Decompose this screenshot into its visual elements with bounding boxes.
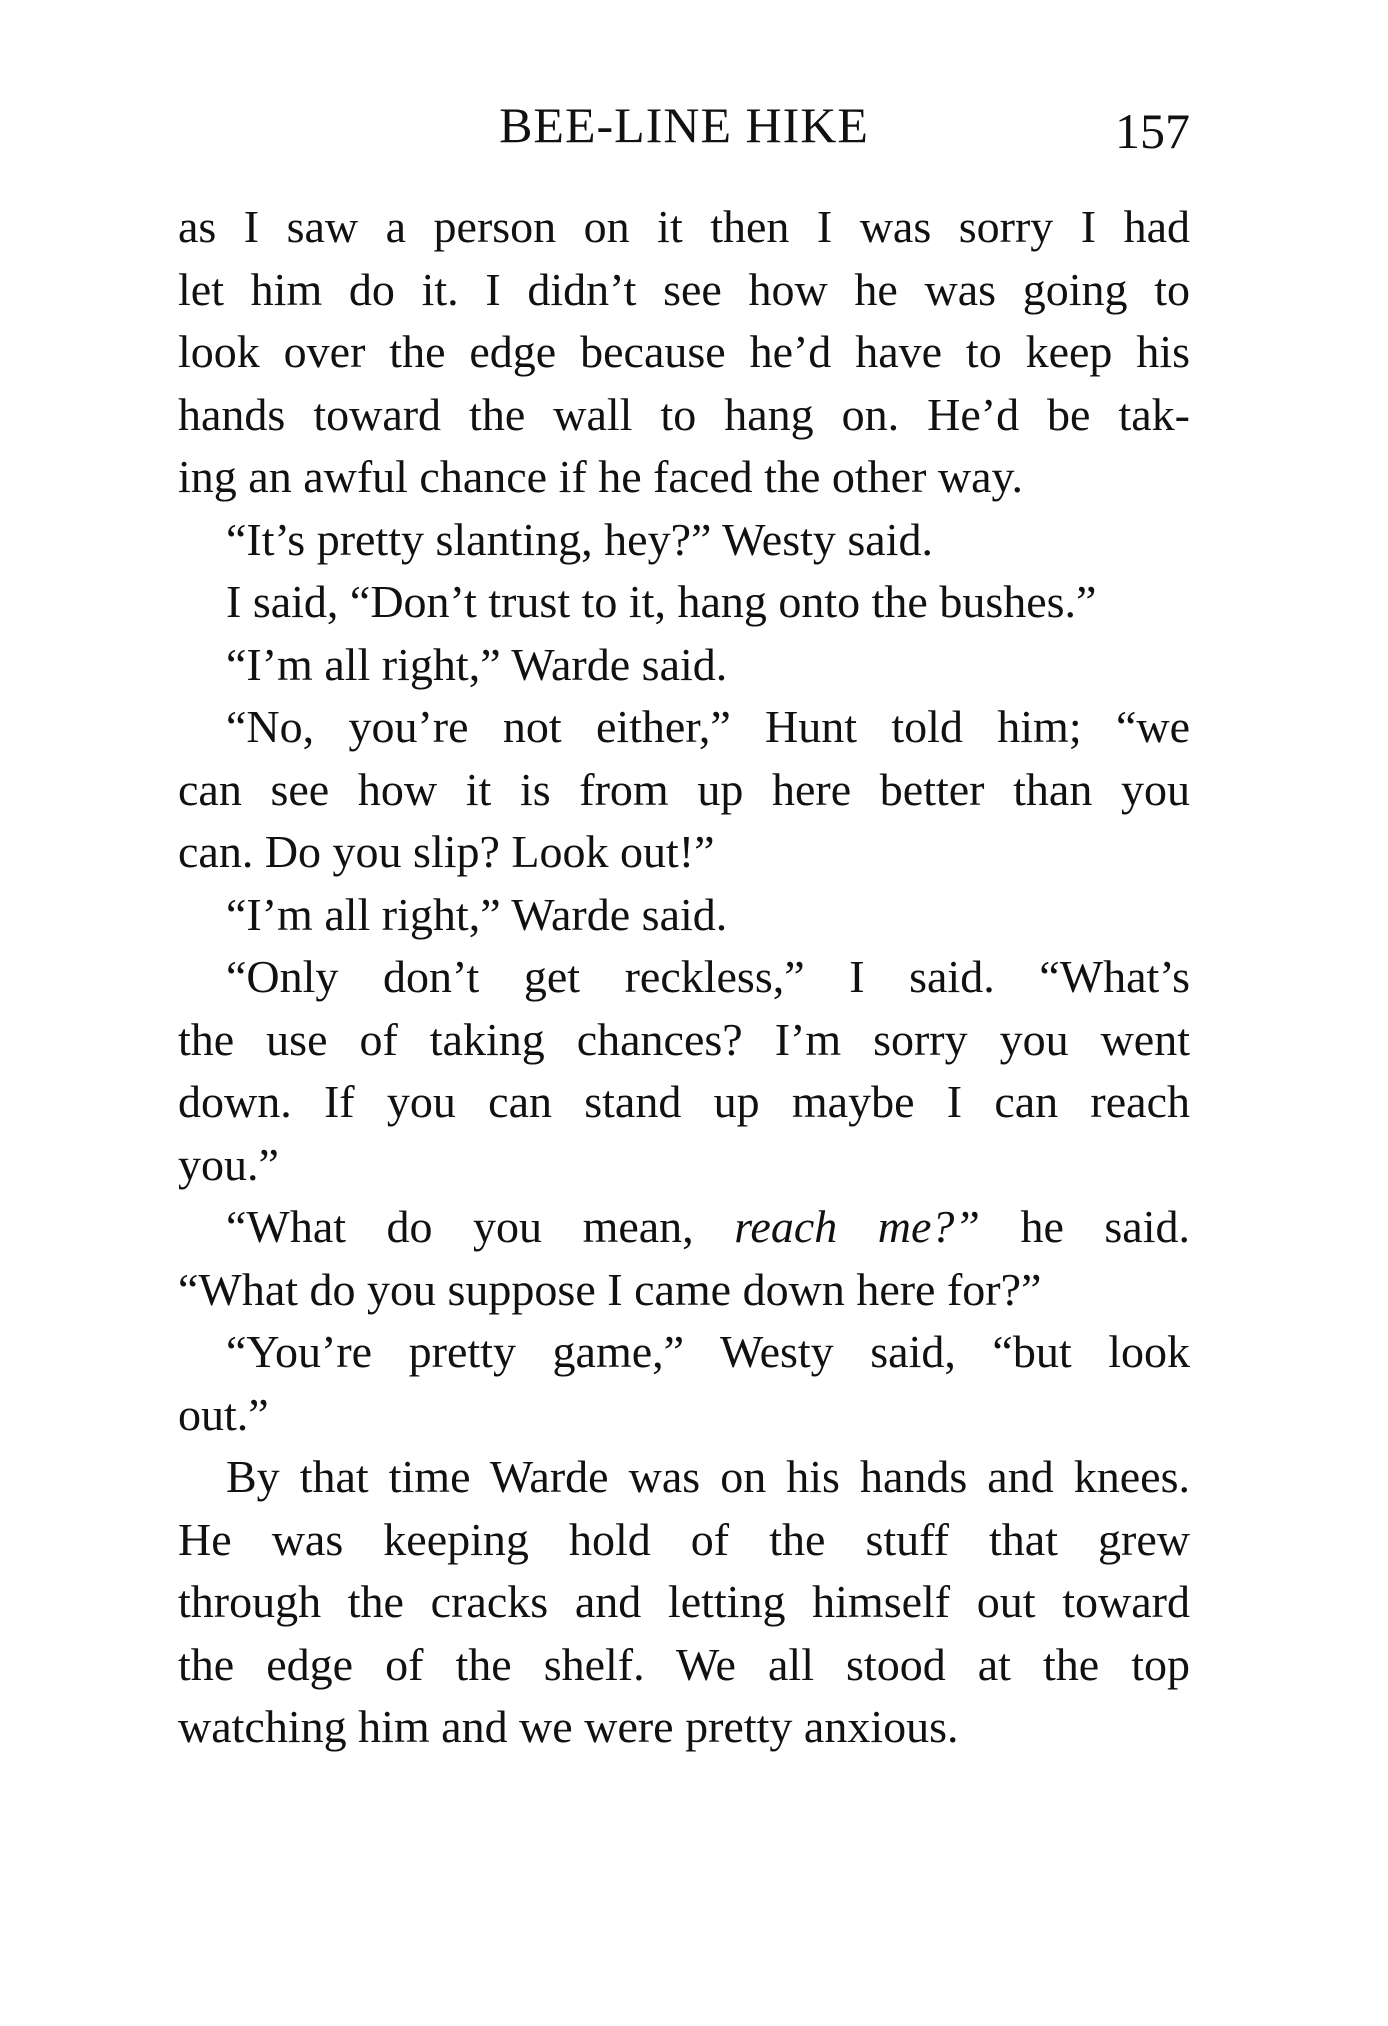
running-head: BEE-LINE HIKE <box>499 97 869 153</box>
text-line: By that time Warde was on his hands and knees. <box>226 1451 1190 1502</box>
text-line: look over the edge because he’d have to keep his <box>178 326 1190 377</box>
text-line-italic <box>178 1196 1190 1259</box>
text-line: ing an awful chance if he faced the other way. <box>178 451 1024 502</box>
text-line: as I saw a person on it then I was sorry I had <box>178 201 1190 252</box>
italic-phrase: reach me?” <box>734 1201 980 1252</box>
text-line: “You’re pretty game,” Westy said, “but look <box>226 1326 1190 1377</box>
text-line: the use of taking chances? I’m sorry you went <box>178 1013 1190 1065</box>
text-line: “I’m all right,” Warde said. <box>226 638 728 690</box>
text-line: down. If you can stand up maybe I can reach <box>178 1076 1190 1127</box>
text-segment: he said. <box>979 1201 1191 1252</box>
text-line: let him do it. I didn’t see how he was going to <box>178 263 1190 315</box>
text-line: hands toward the wall to hang on. He’d be tak- <box>178 388 1190 440</box>
text-line: out.” <box>178 1388 269 1440</box>
text-line: through the cracks and letting himself out toward <box>178 1576 1190 1627</box>
text-line: “I’m all right,” Warde said. <box>226 888 728 940</box>
text-line: you.” <box>178 1138 279 1190</box>
text-line: can. Do you slip? Look out!” <box>178 826 715 877</box>
text-line: He was keeping hold of the stuff that grew <box>178 1513 1190 1565</box>
text-line: the edge of the shelf. We all stood at the top <box>178 1638 1190 1690</box>
text-line: I said, “Don’t trust to it, hang onto the bushes.” <box>226 576 1097 627</box>
text-line: “No, you’re not either,” Hunt told him; “we <box>226 701 1190 752</box>
page-number: 157 <box>1115 103 1190 159</box>
body-text <box>178 196 1190 1759</box>
text-segment: “What do you mean, <box>226 1201 735 1252</box>
text-line: can see how it is from up here better than you <box>178 763 1190 815</box>
page-header <box>178 96 1190 166</box>
text-line: “What do you suppose I came down here for?” <box>178 1263 1042 1315</box>
text-line: “It’s pretty slanting, hey?” Westy said. <box>226 513 934 565</box>
text-line: “Only don’t get reckless,” I said. “What’s <box>226 951 1190 1002</box>
text-line: watching him and we were pretty anxious. <box>178 1701 959 1752</box>
